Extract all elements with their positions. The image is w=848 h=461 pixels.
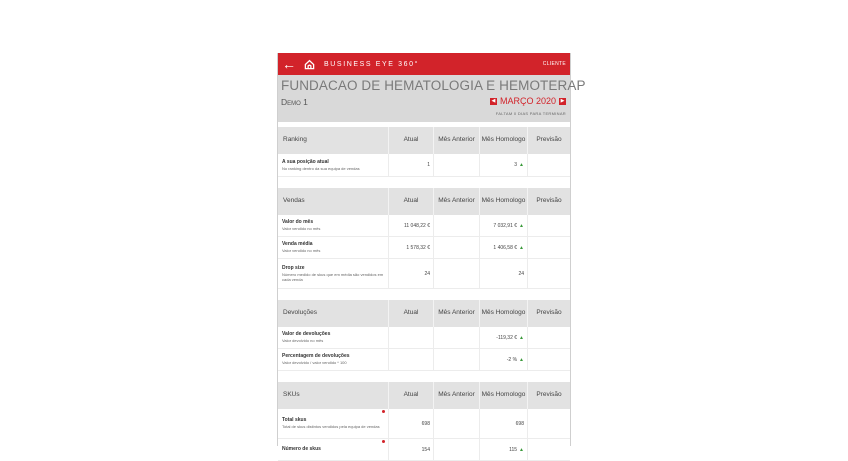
table-row — [278, 349, 570, 371]
table-row — [278, 154, 570, 177]
info-dot-icon[interactable] — [382, 440, 385, 443]
month-navigator — [490, 96, 566, 106]
row-title: Valor de devoluções — [282, 331, 331, 338]
row-label — [278, 439, 388, 460]
cell-anterior — [433, 259, 479, 288]
row-description: Número medido de skus que em média são vendidos em cada venda — [282, 271, 384, 282]
cell-atual: 11 048,22 € — [388, 215, 433, 236]
trend-up-icon: ▲ — [519, 222, 524, 229]
remaining-days: FALTAM 0 DIAS PARA TERMINAR — [495, 111, 566, 116]
trend-up-icon: ▲ — [519, 162, 524, 168]
section-devolucoes — [278, 300, 570, 371]
cell-anterior — [433, 154, 479, 176]
table-row — [278, 259, 570, 289]
homologo-value: -2 % — [506, 356, 518, 363]
row-description: Valor vendido no mês — [282, 226, 321, 232]
cell-homologo — [479, 327, 527, 348]
row-description: Valor devolvido / valor vendido * 100 — [282, 360, 347, 366]
cell-atual — [388, 327, 433, 348]
cell-previsao — [527, 154, 570, 176]
row-label — [278, 237, 388, 258]
demo-label: Demo 1 — [281, 97, 308, 107]
table-row — [278, 237, 570, 259]
table-row — [278, 409, 570, 439]
row-title: Drop size — [282, 264, 305, 271]
homologo-value: 7 032,91 € — [493, 222, 518, 229]
next-month-icon[interactable]: ▶ — [560, 97, 565, 104]
current-month: MARÇO 2020 — [499, 96, 556, 106]
client-button[interactable]: CLIENTE — [542, 61, 566, 67]
section-ranking — [278, 127, 570, 177]
homologo-value: 115 — [509, 446, 518, 453]
cell-atual: 154 — [388, 439, 433, 460]
top-bar — [278, 53, 570, 75]
col-mes-anterior: Mês Anterior — [433, 382, 479, 409]
info-dot-icon[interactable] — [382, 410, 385, 413]
row-title: Venda média — [282, 241, 313, 248]
row-title: Total skus — [282, 417, 307, 424]
homologo-value: 1 406,58 € — [493, 244, 518, 251]
row-description: No ranking dentro da sua equipa de vendas — [282, 165, 360, 171]
col-mes-homologo: Mês Homologo — [479, 188, 527, 215]
app-frame — [277, 53, 586, 453]
section-title: Devoluções — [283, 309, 317, 317]
cell-anterior — [433, 327, 479, 348]
page-header — [278, 75, 586, 122]
cell-previsao — [527, 439, 570, 460]
cell-anterior — [433, 439, 479, 460]
homologo-value: 3 — [514, 162, 518, 168]
row-title: Número de skus — [282, 446, 321, 452]
trend-up-icon: ▲ — [519, 446, 524, 453]
col-atual: Atual — [388, 127, 433, 154]
cell-homologo — [479, 439, 527, 460]
section-title: SKUs — [283, 391, 300, 399]
table-row — [278, 439, 570, 461]
cell-atual: 698 — [388, 409, 433, 438]
col-mes-anterior: Mês Anterior — [433, 127, 479, 154]
homologo-value: 24 — [518, 270, 524, 277]
section-header — [278, 382, 570, 409]
table-row — [278, 327, 570, 349]
row-label — [278, 409, 388, 438]
row-label — [278, 349, 388, 370]
col-atual: Atual — [388, 188, 433, 215]
homologo-value: -119,32 € — [496, 334, 518, 341]
row-label — [278, 259, 388, 288]
row-title: A sua posição atual — [282, 158, 329, 165]
cell-anterior — [433, 349, 479, 370]
row-label — [278, 154, 388, 176]
row-description: Valor vendido no mês — [282, 248, 321, 254]
section-title: Ranking — [283, 136, 307, 144]
section-header — [278, 127, 570, 154]
row-description: Total de skus distintos vendidos pela equipa de vendas — [282, 424, 380, 430]
section-header — [278, 188, 570, 215]
trend-up-icon: ▲ — [519, 356, 524, 363]
col-mes-homologo: Mês Homologo — [479, 127, 527, 154]
section-vendas — [278, 188, 570, 289]
home-icon[interactable] — [304, 57, 318, 71]
cell-previsao — [527, 327, 570, 348]
trend-up-icon: ▲ — [519, 334, 524, 341]
row-label — [278, 327, 388, 348]
cell-homologo — [479, 409, 527, 438]
col-mes-homologo: Mês Homologo — [479, 300, 527, 327]
col-previsao: Previsão — [527, 382, 570, 409]
col-previsao: Previsão — [527, 127, 570, 154]
cell-previsao — [527, 215, 570, 236]
section-header — [278, 300, 570, 327]
row-title: Percentagem de devoluções — [282, 353, 350, 360]
section-title: Vendas — [283, 197, 305, 205]
row-title: Valor do mês — [282, 219, 314, 226]
cell-homologo — [479, 259, 527, 288]
row-label — [278, 215, 388, 236]
col-mes-anterior: Mês Anterior — [433, 188, 479, 215]
cell-anterior — [433, 409, 479, 438]
col-previsao: Previsão — [527, 300, 570, 327]
cell-homologo — [479, 215, 527, 236]
cell-previsao — [527, 349, 570, 370]
homologo-value: 698 — [515, 420, 524, 427]
row-description: Valor devolvido no mês — [282, 338, 324, 344]
section-skus — [278, 382, 570, 461]
trend-up-icon: ▲ — [519, 244, 524, 251]
cell-previsao — [527, 259, 570, 288]
cell-homologo — [479, 237, 527, 258]
cell-atual: 1 578,32 € — [388, 237, 433, 258]
cell-homologo — [479, 349, 527, 370]
cell-anterior — [433, 237, 479, 258]
col-atual: Atual — [388, 382, 433, 409]
col-previsao: Previsão — [527, 188, 570, 215]
cell-atual — [388, 349, 433, 370]
table-row — [278, 215, 570, 237]
cell-previsao — [527, 237, 570, 258]
cell-atual: 24 — [388, 259, 433, 288]
back-arrow-icon[interactable]: ← — [282, 56, 296, 72]
col-mes-anterior: Mês Anterior — [433, 300, 479, 327]
company-name: FUNDACAO DE HEMATOLOGIA E HEMOTERAP — [281, 78, 586, 93]
cell-homologo — [479, 154, 527, 176]
col-mes-homologo: Mês Homologo — [479, 382, 527, 409]
col-atual: Atual — [388, 300, 433, 327]
cell-previsao — [527, 409, 570, 438]
brand-title: BUSINESS EYE 360° — [324, 60, 419, 68]
prev-month-icon[interactable]: ◀ — [491, 97, 496, 104]
cell-anterior — [433, 215, 479, 236]
cell-atual: 1 — [388, 154, 433, 176]
